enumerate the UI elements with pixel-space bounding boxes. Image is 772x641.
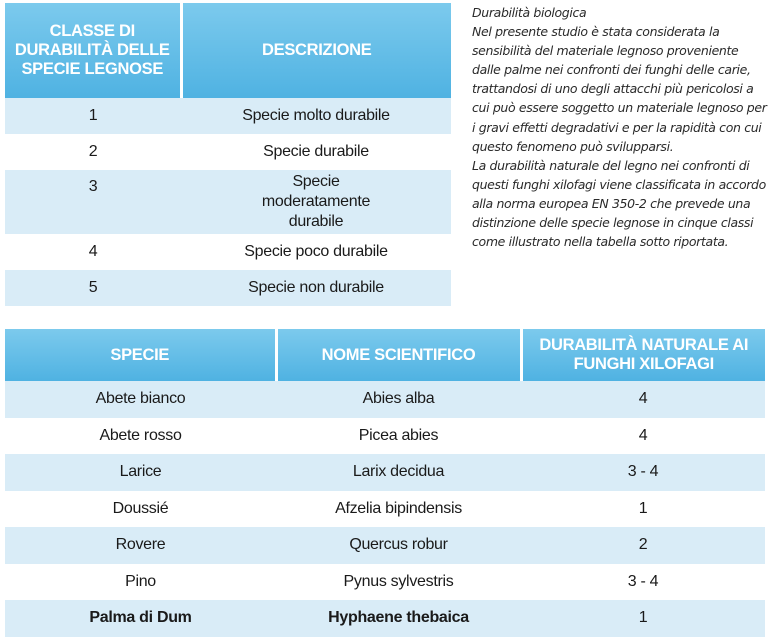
- durability-cell: 3 - 4: [521, 564, 765, 601]
- durability-classes-table: [5, 3, 451, 306]
- durability-cell: 4: [521, 418, 765, 455]
- table-row: [5, 170, 451, 234]
- species-cell: Larice: [5, 454, 276, 491]
- class-cell: 2: [5, 134, 181, 170]
- species-cell: Abete rosso: [5, 418, 276, 455]
- description-cell: Specie poco durabile: [181, 234, 451, 270]
- table-header-row: [5, 3, 451, 98]
- header-durability-class: CLASSE DI DURABILITÀ DELLE SPECIE LEGNOSE: [5, 3, 181, 98]
- header-scientific-name: NOME SCIENTIFICO: [276, 329, 521, 381]
- scientific-name-cell: Larix decidua: [276, 454, 521, 491]
- table-row: [5, 454, 765, 491]
- class-cell: 4: [5, 234, 181, 270]
- scientific-name-cell: Quercus robur: [276, 527, 521, 564]
- species-cell: Pino: [5, 564, 276, 601]
- class-cell: 5: [5, 270, 181, 306]
- table-row: [5, 134, 451, 170]
- description-cell: Specie non durabile: [181, 270, 451, 306]
- table-row: [5, 381, 765, 418]
- table-row: [5, 491, 765, 528]
- section-title: Durabilità biologica: [472, 5, 587, 20]
- header-description: DESCRIZIONE: [181, 3, 451, 98]
- scientific-name-cell: Picea abies: [276, 418, 521, 455]
- species-cell: Abete bianco: [5, 381, 276, 418]
- biological-durability-text: [472, 3, 768, 251]
- table-row: [5, 527, 765, 564]
- durability-cell: 4: [521, 381, 765, 418]
- description-cell: Specie molto durabile: [181, 98, 451, 134]
- durability-cell: 2: [521, 527, 765, 564]
- table-row: [5, 418, 765, 455]
- table-header-row: [5, 329, 765, 381]
- header-species: SPECIE: [5, 329, 276, 381]
- durability-cell: 1: [521, 491, 765, 528]
- scientific-name-cell: Afzelia bipindensis: [276, 491, 521, 528]
- species-cell: Palma di Dum: [5, 600, 276, 637]
- durability-cell: 1: [521, 600, 765, 637]
- description-cell: Specie moderatamente durabile: [181, 170, 451, 234]
- durability-cell: 3 - 4: [521, 454, 765, 491]
- class-cell: 3: [5, 170, 181, 234]
- description-cell: Specie durabile: [181, 134, 451, 170]
- scientific-name-cell: Abies alba: [276, 381, 521, 418]
- species-cell: Doussié: [5, 491, 276, 528]
- class-cell: 1: [5, 98, 181, 134]
- table-row-highlighted: [5, 600, 765, 637]
- table-row: [5, 234, 451, 270]
- paragraph-study: Nel presente studio è stata considerata la sensibilità del materiale legnoso proveniente dalle palme nei confronti dei funghi delle carie, trattandosi di uno degli attacchi più pericolosi a cui può essere soggetto un materiale legnoso per i gravi effetti degradativi e per la rapidità con cui questo fenomeno può svilupparsi.: [472, 24, 767, 154]
- header-natural-durability: DURABILITÀ NATURALE AI FUNGHI XILOFAGI: [521, 329, 765, 381]
- table-row: [5, 98, 451, 134]
- paragraph-norm: La durabilità naturale del legno nei confronti di questi funghi xilofagi viene classificata in accordo alla norma europea EN 350-2 che prevede una distinzione delle specie legnose in cinque classi come illustrato nella tabella sotto riportata.: [472, 157, 766, 250]
- table-row: [5, 270, 451, 306]
- scientific-name-cell: Pynus sylvestris: [276, 564, 521, 601]
- scientific-name-cell: Hyphaene thebaica: [276, 600, 521, 637]
- species-durability-table: [5, 329, 765, 637]
- species-cell: Rovere: [5, 527, 276, 564]
- table-row: [5, 564, 765, 601]
